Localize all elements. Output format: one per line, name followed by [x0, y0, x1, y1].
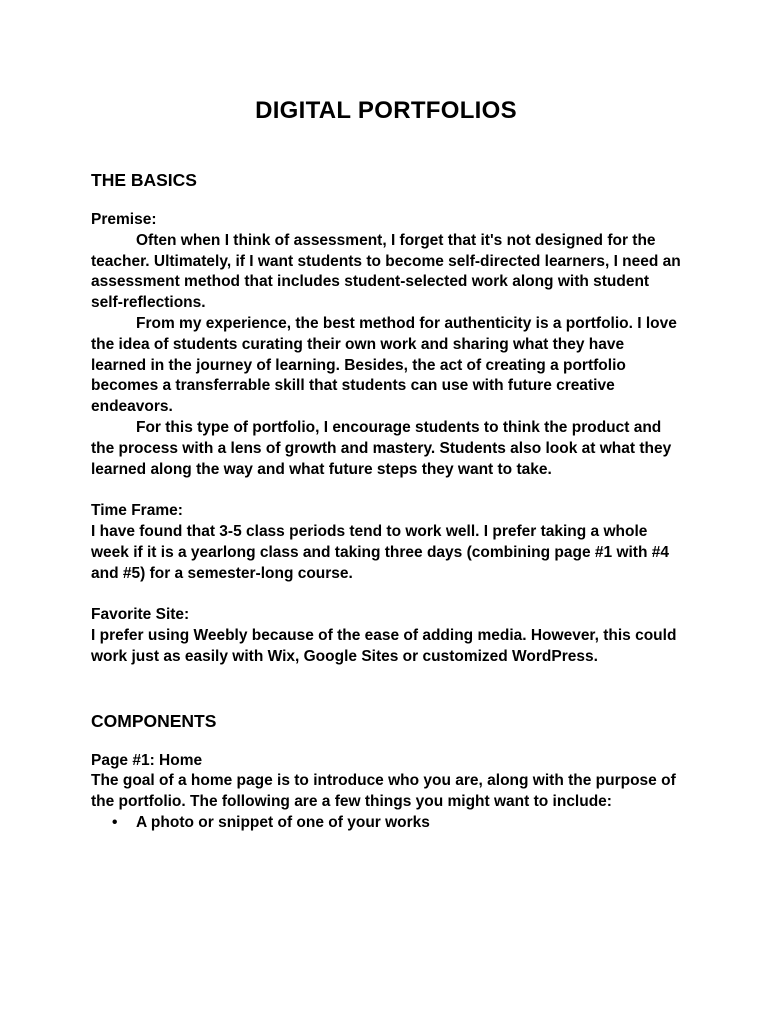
bullet-icon: •	[112, 813, 118, 831]
favorite-site-text: I prefer using Weebly because of the ease of adding media. However, this could work just as easily with Wix, Google Sites or customized WordPress.	[91, 626, 677, 665]
spacer	[91, 480, 681, 501]
list-item	[112, 813, 681, 834]
spacer	[91, 668, 681, 710]
page1-bullet-list	[91, 813, 681, 834]
page1-label: Page #1: Home	[91, 751, 203, 769]
premise-label: Premise:	[91, 211, 157, 228]
page1-text: The goal of a home page is to introduce who you are, along with the purpose of the portfolio. The following are a few things you might want to include:	[91, 772, 676, 811]
section-heading-components: COMPONENTS	[91, 710, 217, 731]
premise-paragraph-3: For this type of portfolio, I encourage students to think the product and the process with a lens of growth and mastery. Students also look at what they learned along the way and what future steps they want to take.	[91, 418, 672, 478]
spacer	[91, 584, 681, 605]
favorite-site-label: Favorite Site:	[91, 606, 190, 624]
document-title: DIGITAL PORTFOLIOS	[255, 97, 517, 124]
time-frame-text: I have found that 3-5 class periods tend to work well. I prefer taking a whole week if it is a yearlong class and taking three days (combining page #1 with #4 and #5) for a semester-long course.	[91, 522, 669, 582]
bullet-text: A photo or snippet of one of your works	[136, 813, 430, 831]
premise-paragraph-2: From my experience, the best method for authenticity is a portfolio. I love the idea of students curating their own work and sharing what they have learned in the journey of learning. Besides, the act of creating a portfolio becomes a transferrable skill that students can use with future creative endeavors.	[91, 314, 677, 416]
time-frame-label: Time Frame:	[91, 502, 183, 520]
section-heading-basics: THE BASICS	[91, 170, 197, 190]
document-body	[91, 95, 681, 834]
premise-paragraph-1: Often when I think of assessment, I forget that it's not designed for the teacher. Ultimately, if I want students to become self-directed learners, I need an assessment method that includes student-selected work along with student self-reflections.	[91, 231, 681, 312]
